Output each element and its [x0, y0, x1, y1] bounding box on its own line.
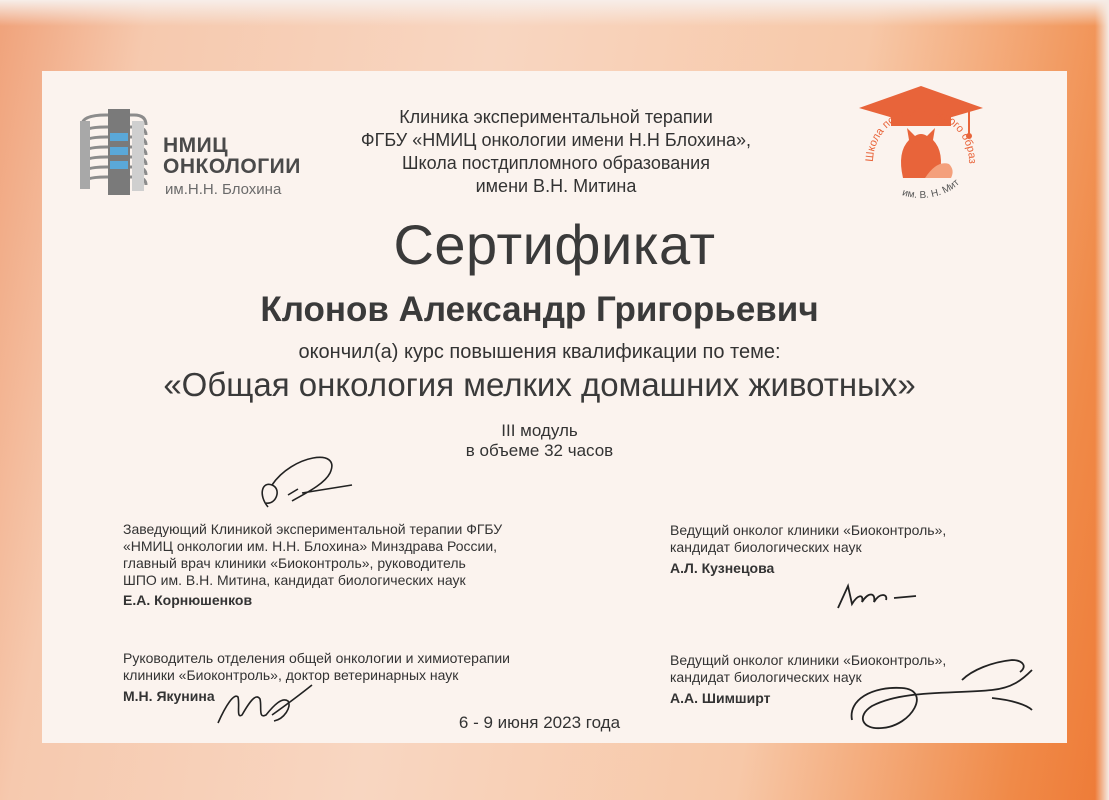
- logo-bottom-text: им. В. Н. Мит: [900, 177, 962, 202]
- signatory-block-1: [123, 521, 563, 609]
- signatory-4-line-1: Ведущий онколог клиники «Биоконтроль»,: [670, 652, 947, 668]
- recipient-name: Клонов Александр Григорьевич: [260, 290, 819, 329]
- header-line-3: Школа постдипломного образования: [402, 153, 710, 173]
- header-line-1: Клиника экспериментальной терапии: [399, 107, 713, 127]
- cat-dog-silhouette-icon: [901, 128, 953, 178]
- signatory-2-line-2: кандидат биологических наук: [670, 539, 862, 555]
- signatory-3-line-2: клиники «Биоконтроль», доктор ветеринарных наук: [123, 667, 459, 683]
- scan-edge-right: [1095, 0, 1109, 800]
- nmic-logo: [76, 103, 306, 203]
- hours-text: в объеме 32 часов: [465, 441, 614, 460]
- logo-line-1: НМИЦ: [163, 134, 229, 157]
- logo-line-3: им.Н.Н. Блохина: [165, 181, 282, 198]
- signatory-2-line-1: Ведущий онколог клиники «Биоконтроль»,: [670, 522, 947, 538]
- signatory-1-line-2: «НМИЦ онкологии им. Н.Н. Блохина» Минздрава России,: [123, 538, 498, 554]
- building-tower-icon: [76, 103, 156, 203]
- signatory-1-line-4: ШПО им. В.Н. Митина, кандидат биологических наук: [123, 572, 466, 588]
- scan-edge-top: [0, 0, 1109, 26]
- completed-text: окончил(а) курс повышения квалификации по теме:: [298, 341, 781, 363]
- issue-date: 6 - 9 июня 2023 года: [458, 713, 621, 732]
- signatory-3-line-1: Руководитель отделения общей онкологии и химиотерапии: [123, 650, 510, 666]
- signatory-1-line-3: главный врач клиники «Биоконтроль», руководитель: [123, 555, 466, 571]
- signatory-block-2: [670, 522, 990, 577]
- signatory-2-name: А.Л. Кузнецова: [670, 560, 775, 576]
- logo-line-2: ОНКОЛОГИИ: [163, 155, 301, 178]
- signatory-1-name: Е.А. Корнюшенков: [123, 592, 253, 608]
- signature-kornyushenkov: [232, 445, 362, 520]
- signatory-1-line-1: Заведующий Клиникой экспериментальной терапии ФГБУ: [123, 521, 503, 537]
- signature-kuznetsova: [832, 580, 942, 616]
- signatory-4-name: А.А. Шимширт: [670, 690, 771, 706]
- signatory-4-line-2: кандидат биологических наук: [670, 669, 862, 685]
- course-title: «Общая онкология мелких домашних животных»: [163, 366, 916, 403]
- module-text: III модуль: [501, 421, 578, 440]
- certificate-title: Сертификат: [393, 213, 716, 276]
- signatory-block-3: [123, 650, 563, 705]
- signatory-3-name: М.Н. Якунина: [123, 688, 215, 704]
- logo-arc-text: Школа постдипломного образ: [863, 104, 979, 164]
- header: [296, 106, 816, 198]
- header-line-4: имени В.Н. Митина: [475, 176, 637, 196]
- school-logo: [851, 82, 991, 222]
- header-line-2: ФГБУ «НМИЦ онкологии имени Н.Н Блохина»,: [360, 130, 752, 150]
